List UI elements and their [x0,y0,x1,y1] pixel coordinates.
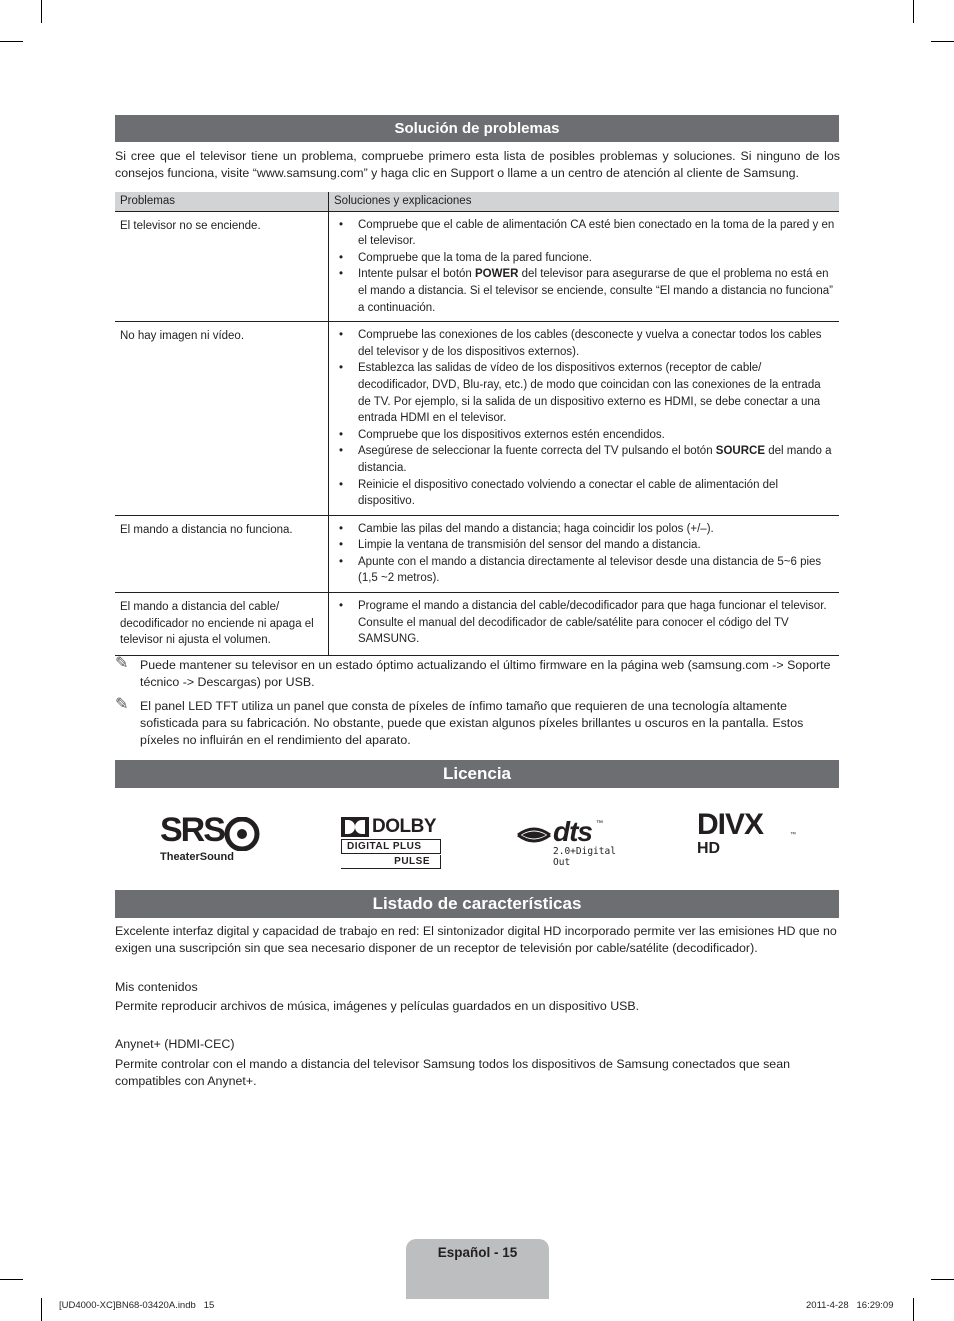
solution-text: del televisor para asegurarse de que el problema no está en el mando a distancia. Si el televisor se enciende, consulte “El mando a distancia no funciona” a continuación. [358,268,833,314]
srs-circle-icon [222,817,262,851]
solution-text: Compruebe que la toma de la pared funcione. [358,251,592,264]
note-firmware [115,657,840,691]
feature-text: Permite reproducir archivos de música, imágenes y películas guardados en un dispositivo USB. [115,999,640,1013]
dts-tm: ™ [596,820,603,827]
features-intro: Excelente interfaz digital y capacidad de trabajo en red: El sintonizador digital HD incorporado permite ver las emisiones HD que no exigen una suscripción sin que sea necesario disponer de un receptor de televisión por cable/satélite (decodificador). [115,924,837,955]
solution-text: Asegúrese de seleccionar la fuente correcta del TV pulsando el botón [358,445,716,458]
problem-cell: El mando a distancia del cable/ decodificador no enciende ni apaga el televisor ni ajusta el volumen. [115,593,329,656]
divx-logo-text: DIVX [697,808,764,841]
solution-item [329,360,835,426]
crop-mark [0,1279,23,1280]
dts-logo-subtext: 2.0+Digital Out [553,846,616,868]
crop-mark [0,41,23,42]
solution-item [329,327,835,360]
problem-cell: No hay imagen ni vídeo. [115,322,329,516]
file-info: [UD4000-XC]BN68-03420A.indb 15 [59,1300,215,1311]
pencil-note-icon: ✎ [115,655,129,672]
problem-cell: El mando a distancia no funciona. [115,515,329,592]
solution-item [329,537,835,554]
solutions-cell [329,593,840,656]
solutions-cell [329,322,840,516]
table-header-problems: Problemas [115,192,329,211]
dts-logo [516,816,626,868]
solution-text: del mando a distancia. [358,445,832,474]
crop-mark [931,41,954,42]
solution-text: Apunte con el mando a distancia directamente al televisor desde una distancia de 5~6 pies (1,5 ~2 metros). [358,555,822,585]
table-row [115,593,839,656]
solution-item [329,521,835,538]
solution-text: Intente pulsar el botón [358,268,475,281]
dts-logo-text: dts [553,816,592,847]
crop-mark [41,1298,42,1321]
page-number-tab [406,1239,549,1299]
problem-cell: El televisor no se enciende. [115,211,329,322]
solution-item [329,598,835,648]
solution-item [329,477,835,510]
divx-tm: ™ [790,832,796,838]
table-header-solutions: Soluciones y explicaciones [329,192,840,211]
note-text: Puede mantener su televisor en un estado óptimo actualizando el último firmware en la página web (samsung.com -> Soporte técnico -> Descargas) por USB. [140,658,831,689]
solutions-cell [329,515,840,592]
dolby-digital-plus-logo [341,817,443,869]
crop-mark [41,0,42,23]
solution-text: Cambie las pilas del mando a distancia; haga coincidir los polos (+/–). [358,522,714,535]
page-label: Español - [437,1245,503,1260]
button-name: POWER [475,268,519,281]
section-title-license: Licencia [115,760,839,788]
feature-heading: Mis contenidos [115,980,198,994]
note-led-panel [115,698,840,749]
troubleshooting-intro: Si cree que el televisor tiene un problema, compruebe primero esta lista de posibles problemas y soluciones. Si ninguno de los consejos funciona, visite “www.samsung.com” y haga clic en Support o llame a un centro de atención al cliente de Samsung. [115,149,840,180]
solution-item [329,554,835,587]
section-title-features: Listado de características [115,890,839,918]
srs-logo-text: SRS [160,811,224,849]
feature-heading: Anynet+ (HDMI-CEC) [115,1037,235,1051]
solution-text: Programe el mando a distancia del cable/decodificador para que haga funcionar el televisor. Consulte el manual del decodificador de cable/satélite para conocer el código del TV SAMSUNG. [358,600,827,646]
print-timestamp: 2011-4-28 16:29:09 [806,1300,894,1311]
solution-text: Compruebe que los dispositivos externos estén encendidos. [358,428,665,441]
page-number: 15 [502,1245,518,1260]
table-row [115,211,839,322]
section-title-troubleshooting: Solución de problemas [115,115,839,142]
table-row [115,515,839,592]
solution-item [329,250,835,267]
solution-text: Compruebe las conexiones de los cables (desconecte y vuelva a conectar todos los cables del televisor y de los dispositivos externos). [358,329,822,358]
feature-text: Permite controlar con el mando a distancia del televisor Samsung todos los dispositivos de Samsung conectados que sean compatibles con Anynet+. [115,1057,790,1088]
solutions-list [329,516,839,592]
dolby-logo-text: DOLBY [372,816,436,837]
solution-item [329,266,835,316]
dts-wave-icon [516,822,552,848]
solution-item [329,427,835,444]
solution-item [329,443,835,476]
dolby-double-d-icon [341,817,369,837]
solutions-cell [329,211,840,322]
dolby-line1: DIGITAL PLUS [347,841,422,852]
solution-text: Reinicie el dispositivo conectado volviendo a conectar el cable de alimentación del dispositivo. [358,478,779,508]
troubleshooting-table [115,192,839,656]
crop-mark [913,0,914,23]
divx-hd-logo [697,808,801,860]
solution-text: Establezca las salidas de vídeo de los dispositivos externos (receptor de cable/ decodificador, DVD, Blu-ray, etc.) de modo que coincidan con las conexiones de la entrada de TV. Por ejemplo, si la salida de un dispositivo externo es HDMI, se debe conectar a una entrada HDMI en el televisor. [358,362,821,425]
solutions-list [329,322,839,515]
solutions-list [329,593,839,653]
solution-text: Compruebe que el cable de alimentación CA esté bien conectado en la toma de la pared y en el televisor. [358,218,835,248]
crop-mark [931,1279,954,1280]
dolby-pulse-box [341,855,441,869]
table-row [115,322,839,516]
button-name: SOURCE [715,445,765,458]
dolby-line2: PULSE [394,856,430,867]
crop-mark [913,1298,914,1321]
note-text: El panel LED TFT utiliza un panel que consta de píxeles de ínfimo tamaño que requieren de una tecnología altamente sofisticada para su fabricación. No obstante, puede que existan algunos píxeles brillantes u oscuros en la pantalla. Estos píxeles no influirán en el rendimiento del aparato. [140,699,804,747]
srs-theatersound-logo [160,811,270,865]
srs-logo-subtext: TheaterSound [160,851,234,863]
divx-logo-subtext: HD [697,840,721,857]
solution-item [329,217,835,250]
solution-text: Limpie la ventana de transmisión del sensor del mando a distancia. [358,539,701,552]
solutions-list [329,212,839,322]
dolby-digital-plus-box [341,839,441,854]
pencil-note-icon: ✎ [115,696,129,713]
